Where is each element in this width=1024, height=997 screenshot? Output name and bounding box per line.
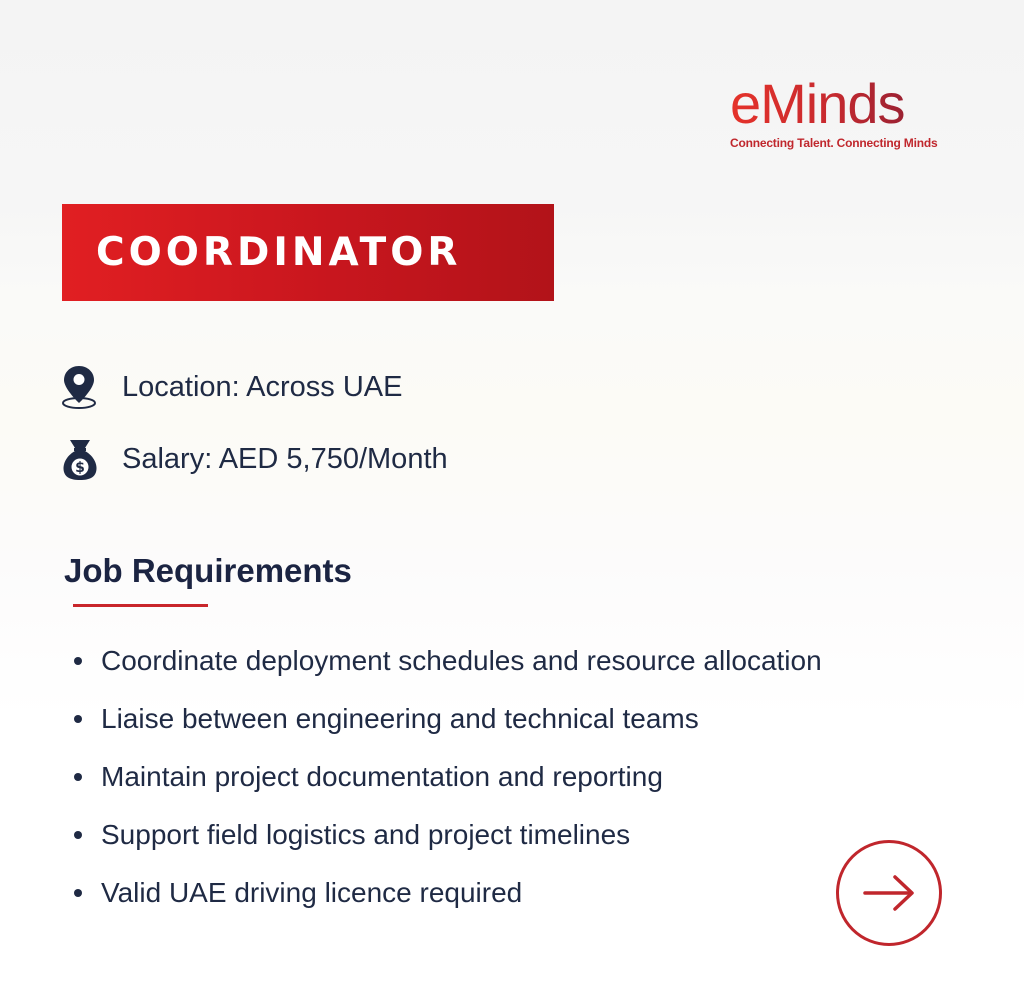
requirement-text: Coordinate deployment schedules and resource allocation — [101, 645, 822, 676]
brand-name: eMinds — [730, 74, 954, 134]
bullet-icon — [74, 657, 82, 665]
next-button[interactable] — [836, 840, 942, 946]
location-row — [60, 364, 402, 410]
location-text: Location: Across UAE — [122, 370, 403, 403]
arrow-right-icon — [859, 873, 919, 913]
requirements-list — [74, 632, 822, 922]
requirement-text: Maintain project documentation and reporting — [101, 761, 663, 792]
requirement-text: Support field logistics and project timelines — [101, 819, 631, 850]
job-title-banner — [62, 204, 554, 301]
list-item — [74, 748, 822, 806]
brand-logo — [730, 74, 954, 150]
requirements-heading: Job Requirements — [64, 552, 352, 589]
requirement-text: Valid UAE driving licence required — [101, 877, 523, 908]
brand-tagline: Connecting Talent. Connecting Minds — [730, 136, 938, 150]
money-bag-icon — [60, 436, 100, 482]
salary-text: Salary: AED 5,750/Month — [122, 442, 448, 475]
job-title: COORDINATOR — [96, 230, 462, 275]
list-item — [74, 632, 822, 690]
bullet-icon — [74, 831, 82, 839]
bullet-icon — [74, 715, 82, 723]
list-item — [74, 690, 822, 748]
svg-text:$: $ — [75, 460, 85, 476]
bullet-icon — [74, 889, 82, 897]
requirement-text: Liaise between engineering and technical teams — [101, 703, 699, 734]
bullet-icon — [74, 773, 82, 781]
location-pin-icon — [60, 364, 100, 410]
salary-row — [60, 436, 448, 482]
list-item — [74, 864, 822, 922]
list-item — [74, 806, 822, 864]
heading-underline — [73, 604, 208, 607]
